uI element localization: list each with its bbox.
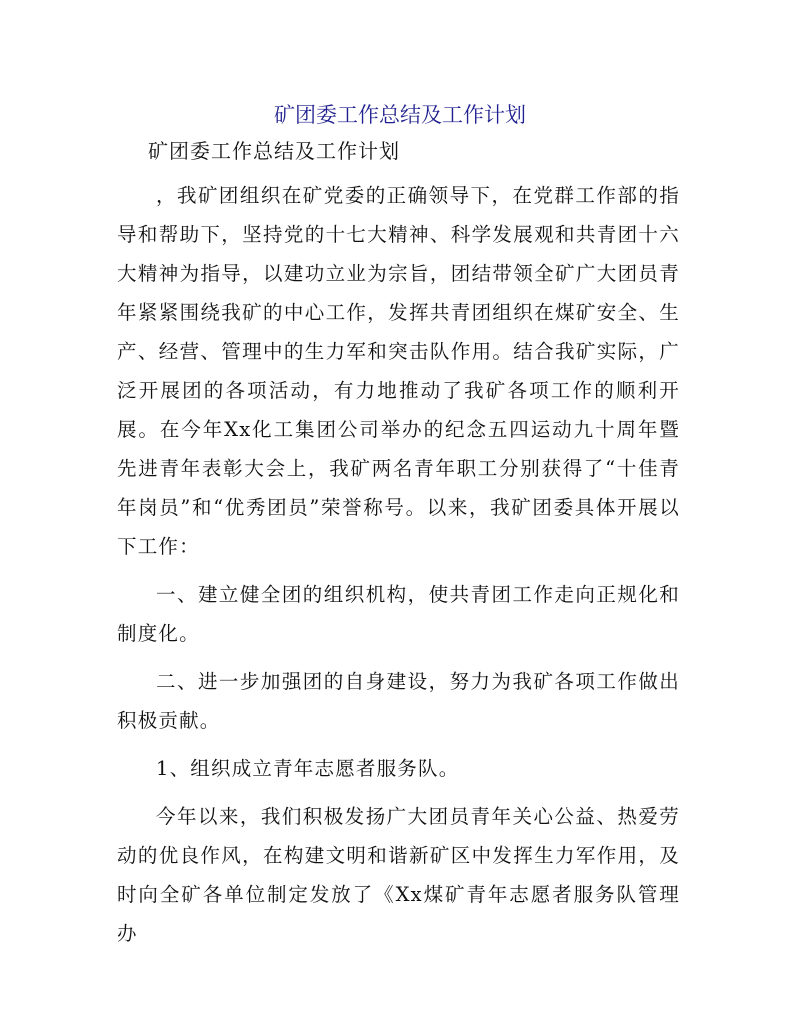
paragraph-item-one: 1、组织成立青年志愿者服务队。 [156, 757, 460, 780]
paragraph-section-one: 一、建立健全团的组织机构，使共青团工作走向正规化和制度化。 [117, 583, 680, 645]
document-subtitle: 矿团委工作总结及工作计划 [148, 139, 400, 163]
paragraph-intro: ，我矿团组织在矿党委的正确领导下，在党群工作部的指导和帮助下，坚持党的十七大精神、科学发展观和共青团十六大精神为指导，以建功立业为宗旨，团结带领全矿广大团员青年紧紧围绕我矿的中心工作，发挥共青团组织在煤矿安全、生产、经营、管理中的生力军和突击队作用。结合我矿实际，广泛开展团的各项活动，有力地推动了我矿各项工作的顺利开展。在今年Xx化工集团公司举办的纪念五四运动九十周年暨先进青年表彰大会上，我矿两名青年职工分别获得了“十佳青年岗员”和“优秀团员”荣誉称号。以来，我矿团委具体开展以下工作： [117, 184, 680, 558]
document-body [117, 176, 680, 953]
document-title: 矿团委工作总结及工作计划 [274, 103, 526, 127]
paragraph-volunteer: 今年以来，我们积极发扬广大团员青年关心公益、热爱劳动的优良作风，在构建文明和谐新矿区中发挥生力军作用，及时向全矿各单位制定发放了《Xx煤矿青年志愿者服务队管理办 [117, 805, 680, 945]
paragraph-section-two: 二、进一步加强团的自身建设，努力为我矿各项工作做出积极贡献。 [117, 670, 680, 732]
